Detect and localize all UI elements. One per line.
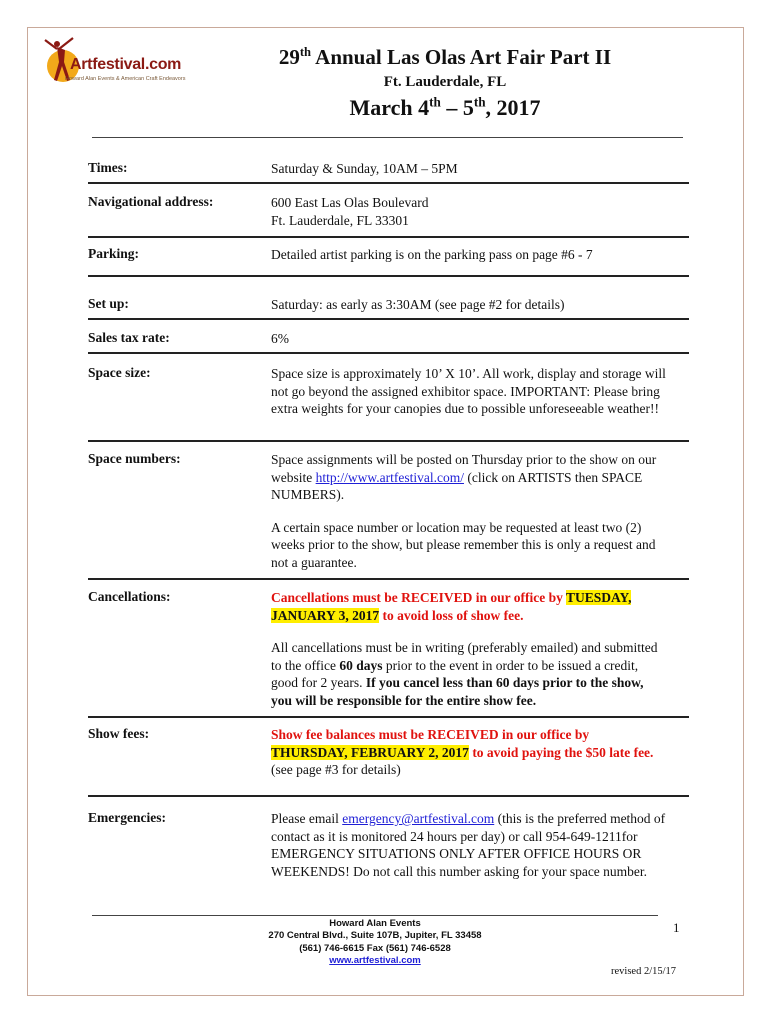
show-fees-value: Show fee balances must be RECEIVED in our office by THURSDAY, FEBRUARY 2, 2017 to avoid paying the $50 late fee. (see page #3 for details) (271, 727, 654, 778)
parking-value: Detailed artist parking is on the parking pass on page #6 - 7 (271, 247, 593, 262)
sales-tax-label: Sales tax rate: (88, 330, 170, 345)
row-divider (88, 275, 689, 277)
logo-tagline: Howard Alan Events & American Craft Endeavors (65, 76, 186, 82)
emergencies-value: Please email emergency@artfestival.com (this is the preferred method of contact as it is monitored 24 hours per day) or call 954-649-1211for EMERGENCY SITUATIONS ONLY AFTER OFFICE HOURS OR WEEKENDS! Do not call this number asking for your space number. (271, 811, 666, 879)
space-size-value: Space size is approximately 10’ X 10’. All work, display and storage will not go beyond the assigned exhibitor space. IMPORTANT: Please bring extra weights for your canopies due to possible unforeseeable weather!! (271, 366, 666, 417)
emergencies-label: Emergencies: (88, 810, 166, 825)
show-fees-label: Show fees: (88, 726, 150, 741)
row-divider (88, 578, 689, 580)
artfestival-website-link[interactable]: http://www.artfestival.com/ (315, 469, 464, 485)
times-label: Times: (88, 160, 128, 175)
footer-phone: (561) 746-6615 Fax (561) 746-6528 (299, 942, 451, 954)
footer-address: 270 Central Blvd., Suite 107B, Jupiter, FL 33458 (268, 930, 482, 942)
footer-company: Howard Alan Events (329, 918, 421, 929)
footer (230, 918, 520, 967)
row-divider (88, 795, 689, 797)
parking-label: Parking: (88, 246, 140, 261)
page-number: 1 (673, 920, 680, 935)
setup-value: Saturday: as early as 3:30AM (see page #2 for details) (271, 297, 565, 312)
deadline-highlight: TUESDAY, (566, 590, 632, 605)
row-divider (88, 352, 689, 354)
artfestival-logo (43, 36, 186, 96)
event-dates: March 4th – 5th, 2017 (349, 94, 541, 120)
cancellations-value: Cancellations must be RECEIVED in our office by TUESDAY, JANUARY 3, 2017 to avoid loss of show fee. All cancellations must be in writing (preferably emailed) and submitted to the office 60 days prior to the event in order to be issued a credit, good for 2 years. If you cancel less than 60 days prior to the show, you will be responsible for the entire show fee. (271, 590, 658, 708)
event-location: Ft. Lauderdale, FL (383, 74, 507, 90)
times-value: Saturday & Sunday, 10AM – 5PM (271, 161, 458, 176)
space-numbers-value: Space assignments will be posted on Thursday prior to the show on our website http://www.artfestival.com/ (click on ARTISTS then SPACE NUMBERS). A certain space number or location may be requested at least two (2) weeks prior to the show, but please remember this is only a request and not a guarantee. (271, 452, 657, 570)
row-divider (88, 236, 689, 238)
address-value: 600 East Las Olas Boulevard Ft. Lauderdale, FL 33301 (271, 195, 429, 228)
deadline-highlight: JANUARY 3, 2017 (271, 607, 380, 623)
row-divider (88, 318, 689, 320)
revised-date: revised 2/15/17 (611, 966, 677, 977)
space-size-label: Space size: (88, 365, 151, 380)
document-header (195, 44, 695, 122)
emergency-email-link[interactable]: emergency@artfestival.com (342, 811, 495, 826)
address-label: Navigational address: (88, 194, 214, 209)
setup-label: Set up: (88, 296, 129, 311)
footer-divider (92, 915, 658, 916)
row-divider (88, 182, 689, 184)
logo-wordmark: Artfestival.com (70, 56, 182, 73)
document-title: 29th Annual Las Olas Art Fair Part II (278, 45, 612, 69)
deadline-highlight: THURSDAY, FEBRUARY 2, 2017 (271, 744, 469, 760)
row-divider (88, 716, 689, 718)
space-numbers-label: Space numbers: (88, 451, 181, 466)
sales-tax-value: 6% (271, 331, 289, 346)
footer-website-link[interactable]: www.artfestival.com (329, 954, 421, 966)
header-divider (92, 137, 683, 138)
cancellations-label: Cancellations: (88, 589, 171, 604)
row-divider (88, 440, 689, 442)
